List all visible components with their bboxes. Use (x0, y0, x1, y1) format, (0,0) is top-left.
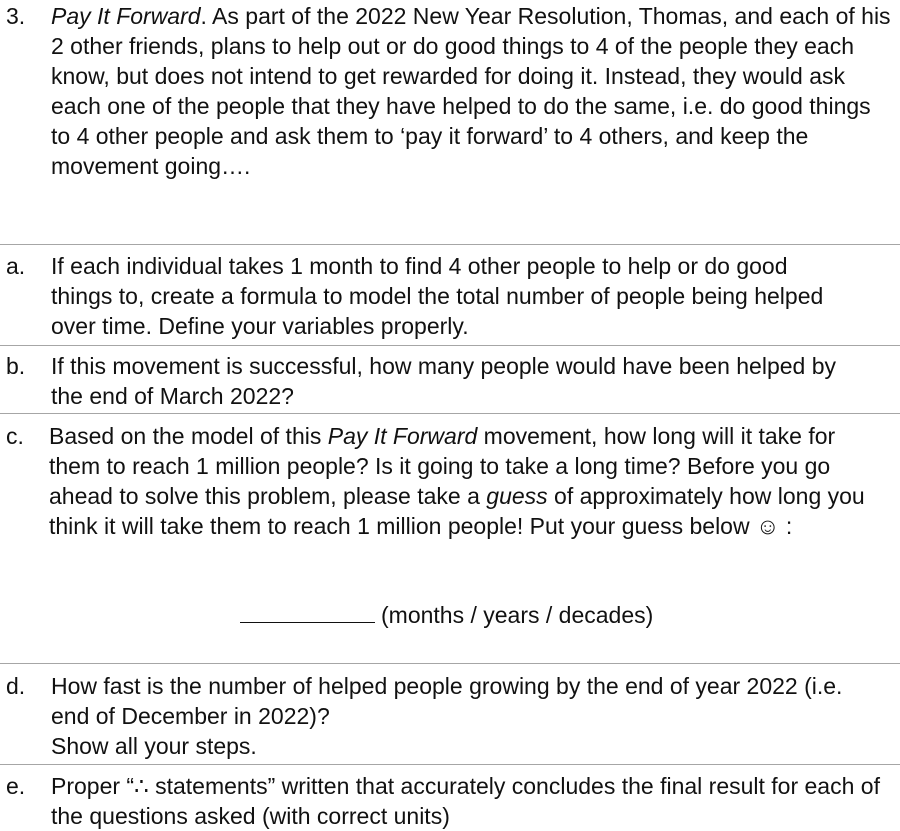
part-d-text (51, 671, 861, 761)
part-c-text (49, 421, 889, 541)
part-e-text: Proper “∴ statements” written that accurately concludes the final result for each of the questions asked (with correct units) (51, 773, 880, 829)
question-number: 3. (6, 3, 26, 29)
part-c-text-2: movement, how long will it take for them to reach 1 million people? Is it going to take a long time? Before you go ahead to solve this problem, please take a (49, 423, 836, 509)
part-c-emphasis-2: guess (486, 483, 548, 509)
part-d-line-2: Show all your steps. (51, 733, 257, 759)
divider (0, 345, 900, 346)
part-d-line-1: How fast is the number of helped people growing by the end of year 2022 (i.e. end of December in 2022)? (51, 673, 843, 729)
question-3-text (51, 1, 893, 181)
part-c-text-1: Based on the model of this (49, 423, 328, 449)
part-a-text: If each individual takes 1 month to find 4 other people to help or do good things to, create a formula to model the total number of people being helped over time. Define your variables properly. (51, 253, 824, 339)
guess-answer-row (240, 600, 653, 630)
guess-units: (months / years / decades) (381, 602, 654, 628)
question-title: Pay It Forward (51, 3, 201, 29)
divider (0, 764, 900, 765)
part-c-emphasis-1: Pay It Forward (327, 423, 478, 449)
part-b-text: If this movement is successful, how many people would have been helped by the end of March 2022? (51, 353, 836, 409)
part-b-label: b. (6, 353, 26, 379)
part-d-label: d. (6, 673, 26, 699)
part-c-text-3: of approximately how long you think it will take them to reach 1 million people! Put your guess below ☺ : (49, 483, 865, 539)
divider (0, 244, 900, 245)
divider (0, 663, 900, 664)
part-c-label: c. (6, 423, 24, 449)
question-body: . As part of the 2022 New Year Resolution, Thomas, and each of his 2 other friends, plans to help out or do good things to 4 of the people they each know, but does not intend to get rewarded for doing it. Instead, they would ask each one of the people that they have helped to do the same, i.e. do good things to 4 other people and ask them to ‘pay it forward’ to 4 others, and keep the movement going…. (51, 3, 891, 179)
guess-blank-line[interactable] (240, 600, 375, 623)
part-a-label: a. (6, 253, 26, 279)
part-e-label: e. (6, 773, 26, 799)
divider (0, 413, 900, 414)
